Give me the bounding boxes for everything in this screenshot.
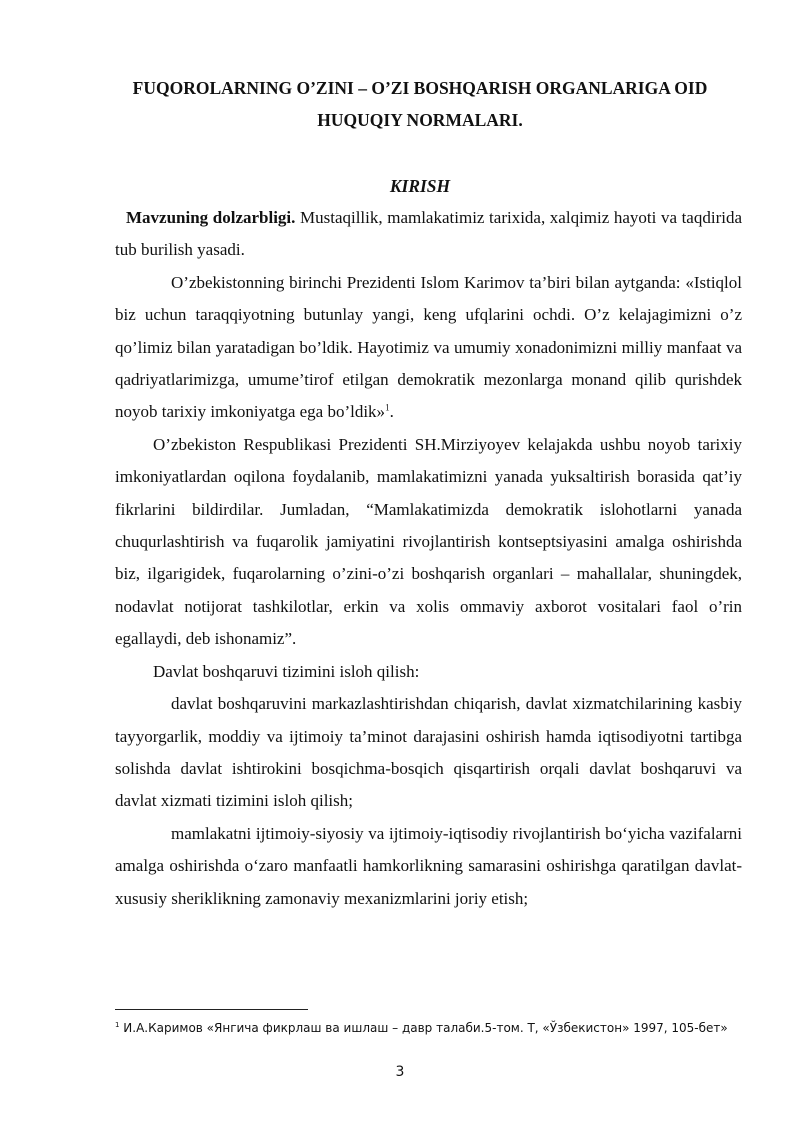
- paragraph-text: Mustaqillik, mamlakatimiz tarixida, xalqimiz hayoti va taqdirida tub burilish yasadi.: [115, 208, 742, 260]
- footnote-text: И.А.Каримов «Янгича фикрлаш ва ишлаш – давр талаби.5-том. Т, «Ўзбекистон» 1997, 105-бет»: [119, 1021, 728, 1035]
- paragraph-text: O’zbekiston Respublikasi Prezidenti SH.Mirziyoyev kelajakda ushbu noyob tarixiy imkoniyatlardan oqilona foydalanib, mamlakatimizni yanada yuksaltirish borasida qat’iy fikrlarini bildirdilar. Jumladan, “Mamlakatimizda demokratik islohotlarni yanada chuqurlashtirish va fuqarolik jamiyatini rivojlantirish kontseptsiyasini amalga oshirishda biz, ilgarigidek, fuqarolarning o’zini-o’zi boshqarish organlari – mahallalar, shuningdek, nodavlat notijorat tashkilotlar, erkin va xolis ommaviy axborot vositalari faol o’rin egallaydi, deb ishonamiz”.: [115, 434, 742, 649]
- footnote-divider: [115, 1009, 308, 1010]
- list-item-decentralization: [115, 688, 742, 818]
- footnote: [115, 1019, 735, 1037]
- section-heading: KIRISH: [389, 176, 451, 196]
- footnote-marker: 1: [115, 1021, 120, 1029]
- paragraph-karimov-quote: [115, 267, 742, 429]
- page-number: 3: [395, 1064, 405, 1080]
- paragraph-reform-intro: [115, 656, 742, 688]
- paragraph-tail: .: [389, 402, 394, 422]
- body-text: [115, 202, 742, 915]
- paragraph-relevance: [115, 202, 742, 267]
- paragraph-lead: Mavzuning dolzarbligi.: [126, 208, 296, 227]
- paragraph-text: Davlat boshqaruvi tizimini isloh qilish:: [153, 661, 420, 681]
- list-item-partnership: [115, 818, 742, 915]
- paragraph-mirziyoyev: [115, 429, 742, 656]
- paragraph-text: davlat boshqaruvini markazlashtirishdan chiqarish, davlat xizmatchilarining kasbiy tayyorgarlik, moddiy va ijtimoiy ta’minot darajasini oshirish hamda iqtisodiyotni tartibga solishda davlat ishtirokini bosqichma-bosqich qisqartirish orqali davlat boshqaruvi va davlat xizmati tizimini isloh qilish;: [115, 694, 742, 811]
- document-title: FUQOROLARNING O’ZINI – O’ZI BOSHQARISH ORGANLARIGA OID HUQUQIY NORMALARI.: [132, 78, 708, 130]
- paragraph-text: O’zbekistonning birinchi Prezidenti Islom Karimov ta’biri bilan aytganda: «Istiqlol biz uchun taraqqiyotning butunlay yangi, keng ufqlarini ochdi. O’z kelajagimizni o’z qo’limiz bilan yaratadigan bo’ldik. Hayotimiz va umumiy xonadonimizni milliy manfaat va qadriyatlarimizga, umume’tirof etilgan demokratik mezonlarga monand qilib qurishdek noyob tarixiy imkoniyatga ega bo’ldik»: [115, 272, 742, 422]
- paragraph-text: mamlakatni ijtimoiy-siyosiy va ijtimoiy-iqtisodiy rivojlantirish bo‘yicha vazifalarni amalga oshirishda o‘zaro manfaatli hamkorlikning samarasini oshirishga qaratilgan davlat-xususiy sheriklikning zamonaviy mexanizmlarini joriy etish;: [115, 823, 742, 908]
- footnote-reference[interactable]: 1: [385, 402, 390, 413]
